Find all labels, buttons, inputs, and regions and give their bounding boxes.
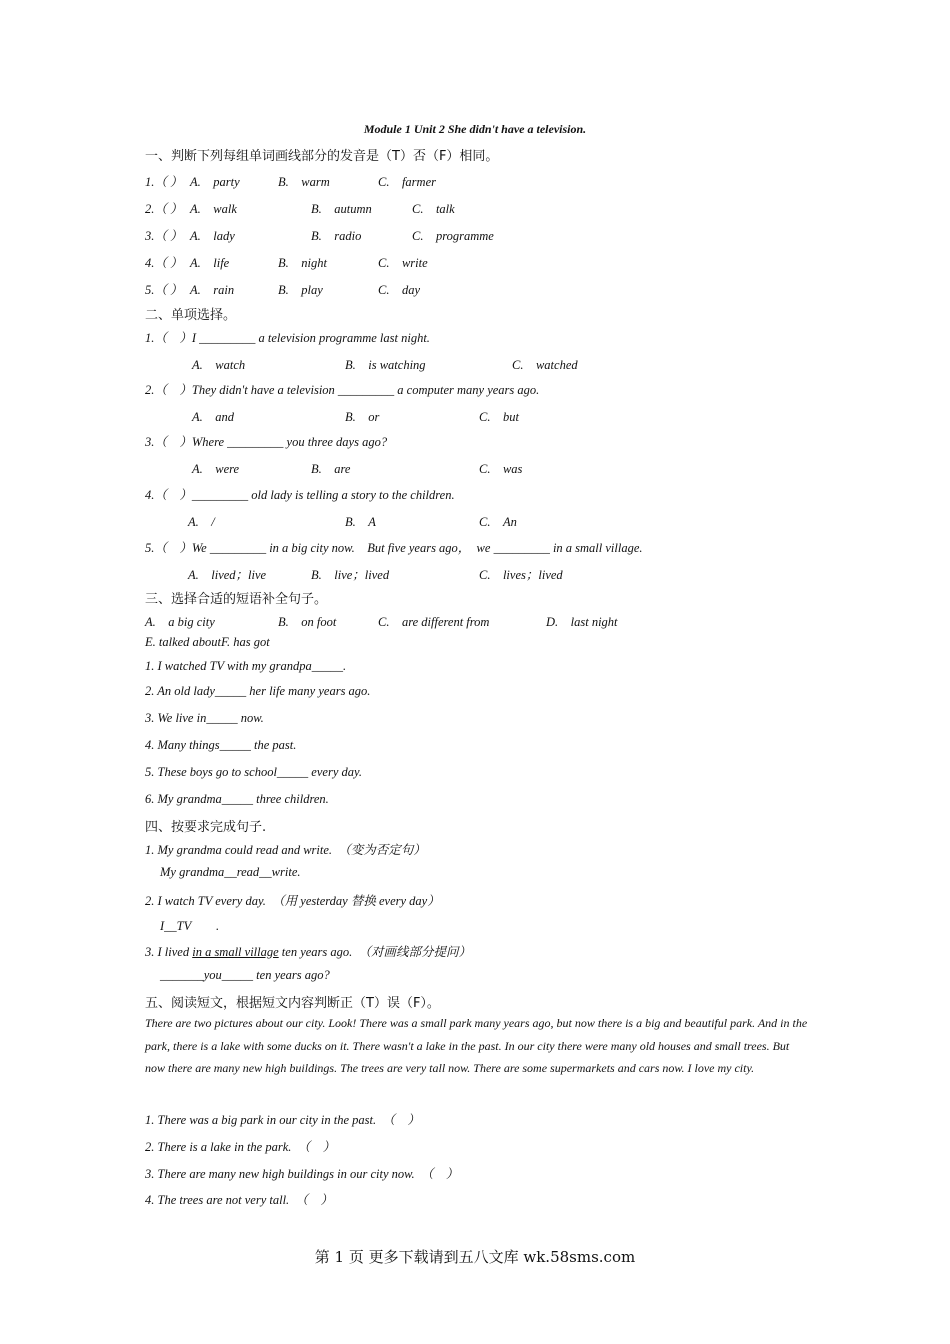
s5-item: 1. There was a big park in our city in the past. （ ） bbox=[145, 1113, 420, 1127]
s2-option-c: C. watched bbox=[512, 358, 578, 372]
s3-option-b: B. on foot bbox=[278, 615, 337, 629]
s2-question-text: 1.（ ）I _________ a television programme last night. bbox=[145, 331, 430, 345]
reading-passage: There are two pictures about our city. Look! There was a small park many years ago, but now there is a big and beautiful park. And in the park, there is a lake with some ducks on it. There wasn't a lake in the past. In our city there were many old houses and small trees. But now there are many new high buildings. The trees are very tall now. There are some supermarkets and cars now. I love my city. bbox=[145, 1016, 808, 1075]
s1-item-num: 5.（ ） bbox=[145, 283, 183, 297]
s4-answer-line: My grandma__read__write. bbox=[160, 865, 301, 879]
s2-option-b: B. or bbox=[345, 410, 380, 424]
s2-option-c: C. was bbox=[479, 462, 523, 476]
s5-item: 2. There is a lake in the park. （ ） bbox=[145, 1140, 336, 1154]
s1-item-num: 1.（ ） bbox=[145, 175, 183, 189]
s2-option-a: A. lived；live bbox=[188, 568, 267, 582]
section4-heading: 四、按要求完成句子. bbox=[145, 820, 267, 835]
s2-option-c: C. lives；lived bbox=[479, 568, 563, 582]
s1-option-a: A. life bbox=[190, 256, 230, 270]
section5-heading: 五、阅读短文，根据短文内容判断正（T）误（F）。 bbox=[145, 996, 440, 1011]
s4-answer-line: I__TV . bbox=[160, 919, 220, 933]
section2-heading: 二、单项选择。 bbox=[145, 308, 237, 323]
s3-item: 3. We live in_____ now. bbox=[145, 711, 264, 725]
s3-item: 4. Many things_____ the past. bbox=[145, 738, 297, 752]
s2-question-text: 3.（ ）Where _________ you three days ago? bbox=[145, 435, 388, 449]
s5-item: 3. There are many new high buildings in our city now. （ ） bbox=[145, 1167, 459, 1181]
s4-answer-line: _______you_____ ten years ago? bbox=[160, 968, 330, 982]
s1-option-c: C. write bbox=[378, 256, 428, 270]
s3-option-a: A. a big city bbox=[145, 615, 215, 629]
s2-question-text: 4.（ ）_________ old lady is telling a story to the children. bbox=[145, 488, 455, 502]
s2-option-a: A. and bbox=[192, 410, 235, 424]
s1-option-c: C. farmer bbox=[378, 175, 436, 189]
s2-option-a: A. / bbox=[188, 515, 215, 529]
s4-question bbox=[145, 942, 471, 960]
s2-option-b: B. A bbox=[345, 515, 376, 529]
s1-item-num: 3.（ ） bbox=[145, 229, 183, 243]
s2-option-c: C. An bbox=[479, 515, 517, 529]
section1-heading: 一、判断下列每组单词画线部分的发音是（T）否（F）相同。 bbox=[145, 149, 499, 164]
s1-option-b: B. warm bbox=[278, 175, 330, 189]
s2-option-b: B. is watching bbox=[345, 358, 426, 372]
s4-question: 2. I watch TV every day. （用 yesterday 替换 every day） bbox=[145, 894, 440, 908]
s1-option-b: B. play bbox=[278, 283, 323, 297]
s1-option-a: A. rain bbox=[190, 283, 235, 297]
s1-option-c: C. programme bbox=[412, 229, 494, 243]
s5-item: 4. The trees are not very tall. （ ） bbox=[145, 1193, 333, 1207]
s3-item: 1. I watched TV with my grandpa_____. bbox=[145, 659, 347, 673]
s1-option-c: C. talk bbox=[412, 202, 455, 216]
s2-option-a: A. watch bbox=[192, 358, 246, 372]
page-footer: 第 1 页 更多下载请到五八文库 wk.58sms.com bbox=[314, 1248, 636, 1266]
s1-item-num: 4.（ ） bbox=[145, 256, 183, 270]
s3-option-c: C. are different from bbox=[378, 615, 490, 629]
s1-option-c: C. day bbox=[378, 283, 421, 297]
page-title: Module 1 Unit 2 She didn't have a television. bbox=[363, 122, 587, 136]
s1-option-b: B. night bbox=[278, 256, 327, 270]
s4-q3-suffix: ten years ago. （对画线部分提问） bbox=[278, 945, 472, 959]
s4-q3-underlined: in a small village bbox=[192, 945, 279, 959]
section3-heading: 三、选择合适的短语补全句子。 bbox=[145, 592, 328, 607]
s1-option-a: A. walk bbox=[190, 202, 237, 216]
s1-item-num: 2.（ ） bbox=[145, 202, 183, 216]
s2-option-c: C. but bbox=[479, 410, 519, 424]
s2-option-b: B. are bbox=[311, 462, 351, 476]
s3-options-line2: E. talked aboutF. has got bbox=[145, 635, 270, 649]
s1-option-b: B. autumn bbox=[311, 202, 372, 216]
s2-option-b: B. live；lived bbox=[311, 568, 390, 582]
s3-item: 5. These boys go to school_____ every day. bbox=[145, 765, 362, 779]
s1-option-a: A. lady bbox=[190, 229, 235, 243]
s3-item: 2. An old lady_____ her life many years ago. bbox=[145, 684, 371, 698]
s4-question: 1. My grandma could read and write. （变为否定句） bbox=[145, 843, 426, 857]
s3-option-d: D. last night bbox=[546, 615, 618, 629]
s3-item: 6. My grandma_____ three children. bbox=[145, 792, 329, 806]
s2-option-a: A. were bbox=[192, 462, 240, 476]
s1-option-a: A. party bbox=[190, 175, 240, 189]
s4-q3-prefix: 3. I lived bbox=[145, 945, 193, 959]
s2-question-text: 5.（ ）We _________ in a big city now. But five years ago， we _________ in a small village. bbox=[145, 541, 643, 555]
s2-question-text: 2.（ ）They didn't have a television _________ a computer many years ago. bbox=[145, 383, 540, 397]
s1-option-b: B. radio bbox=[311, 229, 362, 243]
